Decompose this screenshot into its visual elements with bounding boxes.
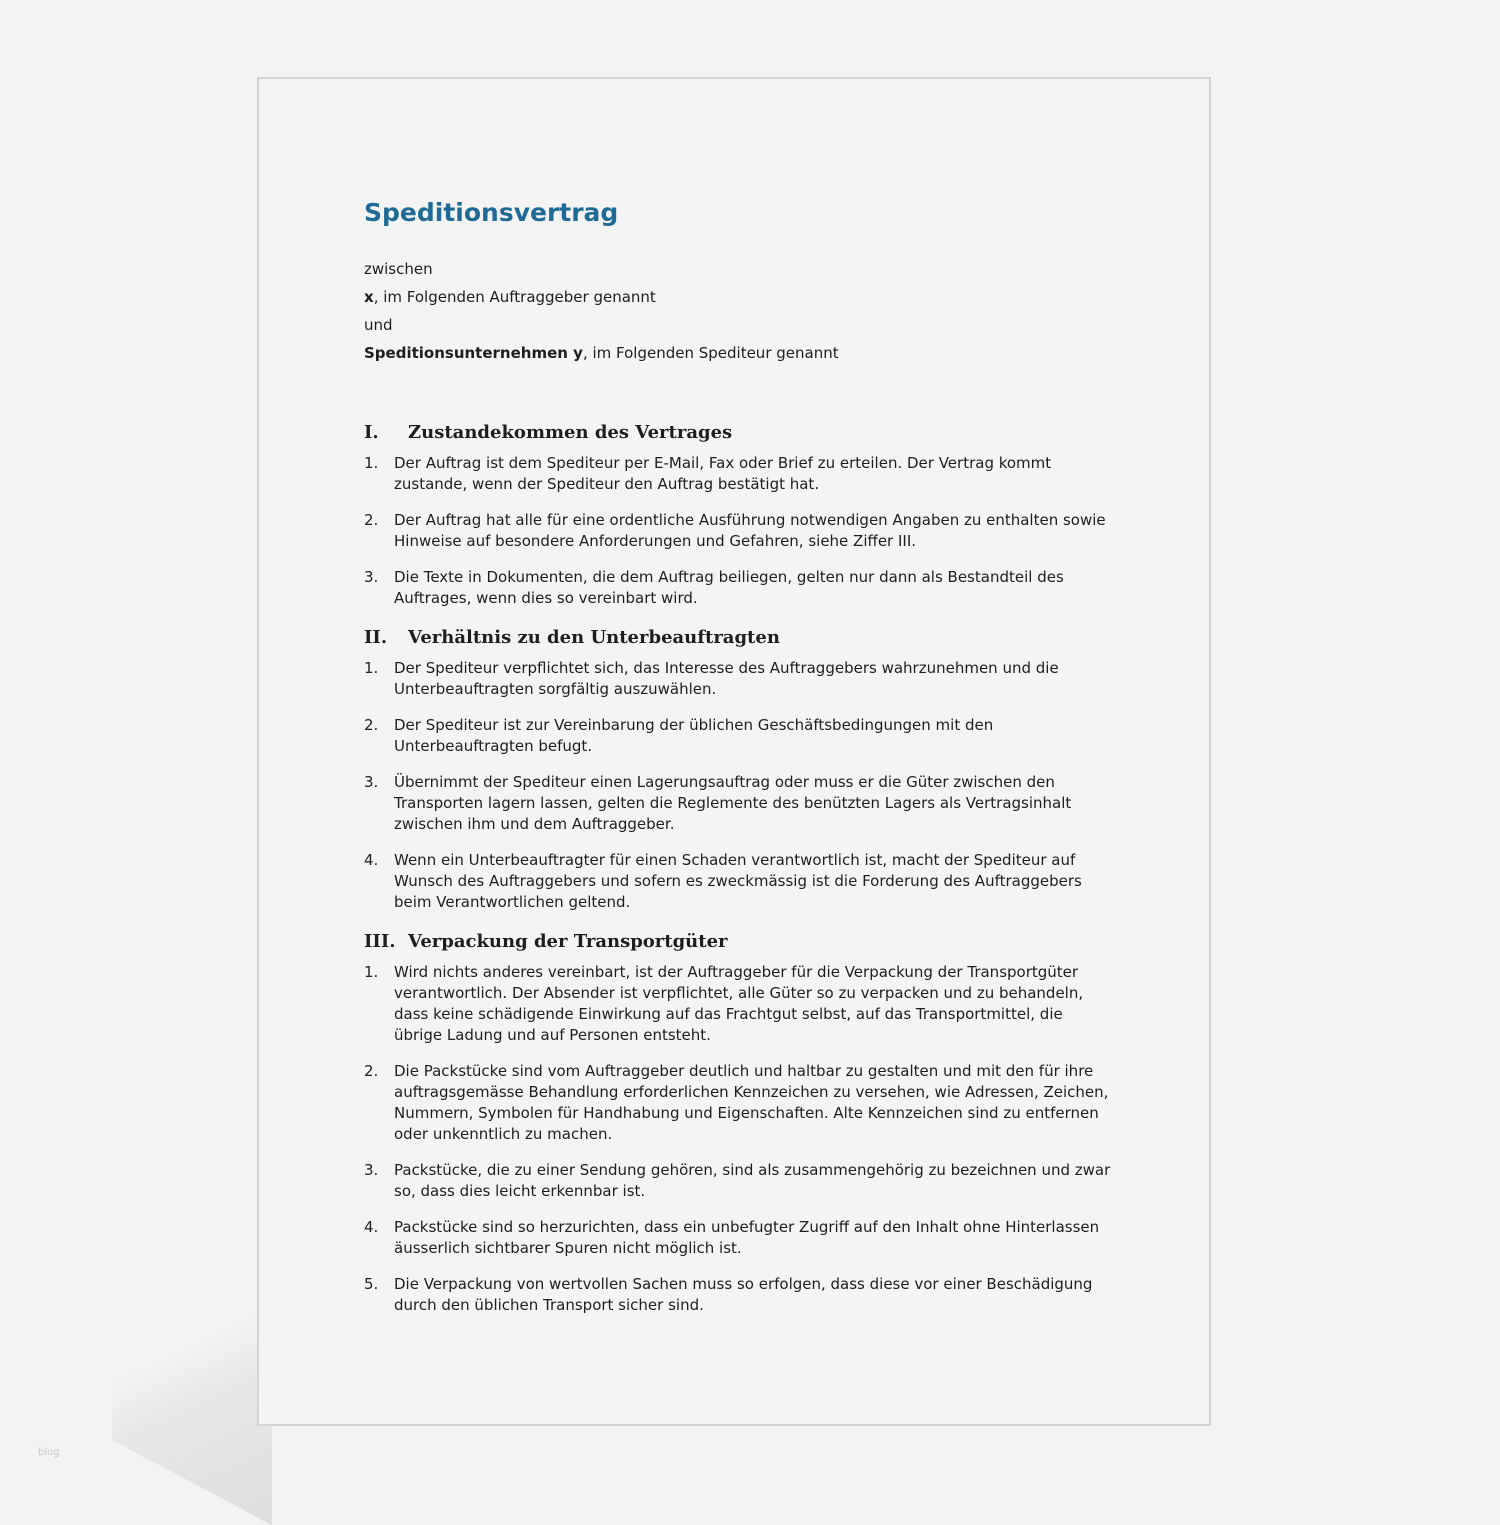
intro-and: und: [364, 316, 393, 334]
section-heading: [364, 928, 1114, 956]
list-item: [364, 1274, 1114, 1316]
item-text: Der Spediteur verpflichtet sich, das Interesse des Auftraggebers wahrzunehmen und die Unterbeauftragten sorgfältig auszuwählen.: [394, 659, 1059, 698]
item-number: 3.: [364, 568, 379, 586]
intro-text: zwischen: [364, 260, 433, 278]
item-number: 2.: [364, 511, 379, 529]
list-item: [364, 567, 1114, 609]
item-text: Die Verpackung von wertvollen Sachen muss so erfolgen, dass diese vor einer Beschädigung durch den üblichen Transport sicher sind.: [394, 1275, 1093, 1314]
section-2: [364, 624, 1114, 913]
list-item: [364, 1061, 1114, 1145]
section-title: Verhältnis zu den Unterbeauftragten: [408, 627, 780, 648]
item-number: 5.: [364, 1275, 379, 1293]
section-title: Verpackung der Transportgüter: [408, 931, 728, 952]
section-title: Zustandekommen des Vertrages: [408, 422, 733, 443]
item-number: 1.: [364, 963, 379, 981]
page-shadow: [112, 1200, 272, 1525]
section-heading: [364, 624, 1114, 652]
item-text: Packstücke, die zu einer Sendung gehören, sind als zusammengehörig zu bezeichnen und zwar so, dass dies leicht erkennbar ist.: [394, 1161, 1111, 1200]
item-text: Die Packstücke sind vom Auftraggeber deutlich und haltbar zu gestalten und mit den für ihre auftragsgemässe Behandlung erforderlichen Kennzeichen zu versehen, wie Adressen, Zeichen, Nummern, Symbolen für Handhabung und Eigenschaften. Alte Kennzeichen sind zu entfernen oder unkenntlich zu machen.: [394, 1062, 1109, 1143]
item-text: Packstücke sind so herzurichten, dass ein unbefugter Zugriff auf den Inhalt ohne Hinterlassen äusserlich sichtbarer Spuren nicht möglich ist.: [394, 1218, 1100, 1257]
section-items: [364, 453, 1114, 609]
section-items: [364, 962, 1114, 1316]
item-text: Der Spediteur ist zur Vereinbarung der üblichen Geschäftsbedingungen mit den Unterbeauftragten befugt.: [394, 716, 994, 755]
document-title: Speditionsvertrag: [364, 198, 619, 227]
item-text: Der Auftrag ist dem Spediteur per E-Mail, Fax oder Brief zu erteilen. Der Vertrag kommt zustande, wenn der Spediteur den Auftrag bestätigt hat.: [394, 454, 1052, 493]
item-text: Die Texte in Dokumenten, die dem Auftrag beiliegen, gelten nur dann als Bestandteil des Auftrages, wenn dies so vereinbart wird.: [394, 568, 1064, 607]
document-page: [257, 77, 1211, 1426]
list-item: [364, 1160, 1114, 1202]
list-item: [364, 1217, 1114, 1259]
item-text: Der Auftrag hat alle für eine ordentliche Ausführung notwendigen Angaben zu enthalten sowie Hinweise auf besondere Anforderungen und Gefahren, siehe Ziffer III.: [394, 511, 1106, 550]
list-item: [364, 772, 1114, 835]
watermark-text: blog: [38, 1447, 60, 1458]
party-a-role: , im Folgenden Auftraggeber genannt: [373, 288, 656, 306]
intro-line-2: [364, 283, 1114, 311]
list-item: [364, 510, 1114, 552]
item-text: Wird nichts anderes vereinbart, ist der Auftraggeber für die Verpackung der Transportgüter verantwortlich. Der Absender ist verpflichtet, alle Güter so zu verpacken und zu behandeln, dass keine schädigende Einwirkung auf das Frachtgut selbst, auf das Transportmittel, die übrige Ladung und auf Personen entsteht.: [394, 963, 1084, 1044]
list-item: [364, 850, 1114, 913]
document-content: [364, 197, 1114, 1331]
list-item: [364, 453, 1114, 495]
item-number: 4.: [364, 1218, 379, 1236]
section-number: III.: [364, 931, 396, 952]
section-1: [364, 419, 1114, 609]
section-heading: [364, 419, 1114, 447]
item-text: Übernimmt der Spediteur einen Lagerungsauftrag oder muss er die Güter zwischen den Transporten lagern lassen, gelten die Reglemente des benützten Lagers als Vertragsinhalt zwischen ihm und dem Auftraggeber.: [394, 773, 1072, 833]
item-number: 2.: [364, 1062, 379, 1080]
item-number: 1.: [364, 659, 379, 677]
section-items: [364, 658, 1114, 913]
list-item: [364, 962, 1114, 1046]
item-number: 1.: [364, 454, 379, 472]
intro-line-1: [364, 255, 1114, 283]
item-text: Wenn ein Unterbeauftragter für einen Schaden verantwortlich ist, macht der Spediteur auf Wunsch des Auftraggebers und sofern es zweckmässig ist die Forderung des Auftraggebers beim Verantwortlichen geltend.: [394, 851, 1082, 911]
item-number: 3.: [364, 773, 379, 791]
party-b-name: Speditionsunternehmen y: [364, 344, 583, 362]
section-3: [364, 928, 1114, 1316]
item-number: 4.: [364, 851, 379, 869]
party-b-role: , im Folgenden Spediteur genannt: [582, 344, 839, 362]
list-item: [364, 715, 1114, 757]
list-item: [364, 658, 1114, 700]
item-number: 2.: [364, 716, 379, 734]
section-number: II.: [364, 627, 388, 648]
section-number: I.: [364, 422, 379, 443]
intro-line-4: [364, 339, 1114, 367]
intro-line-3: [364, 311, 1114, 339]
party-a-name: x: [364, 288, 374, 306]
item-number: 3.: [364, 1161, 379, 1179]
